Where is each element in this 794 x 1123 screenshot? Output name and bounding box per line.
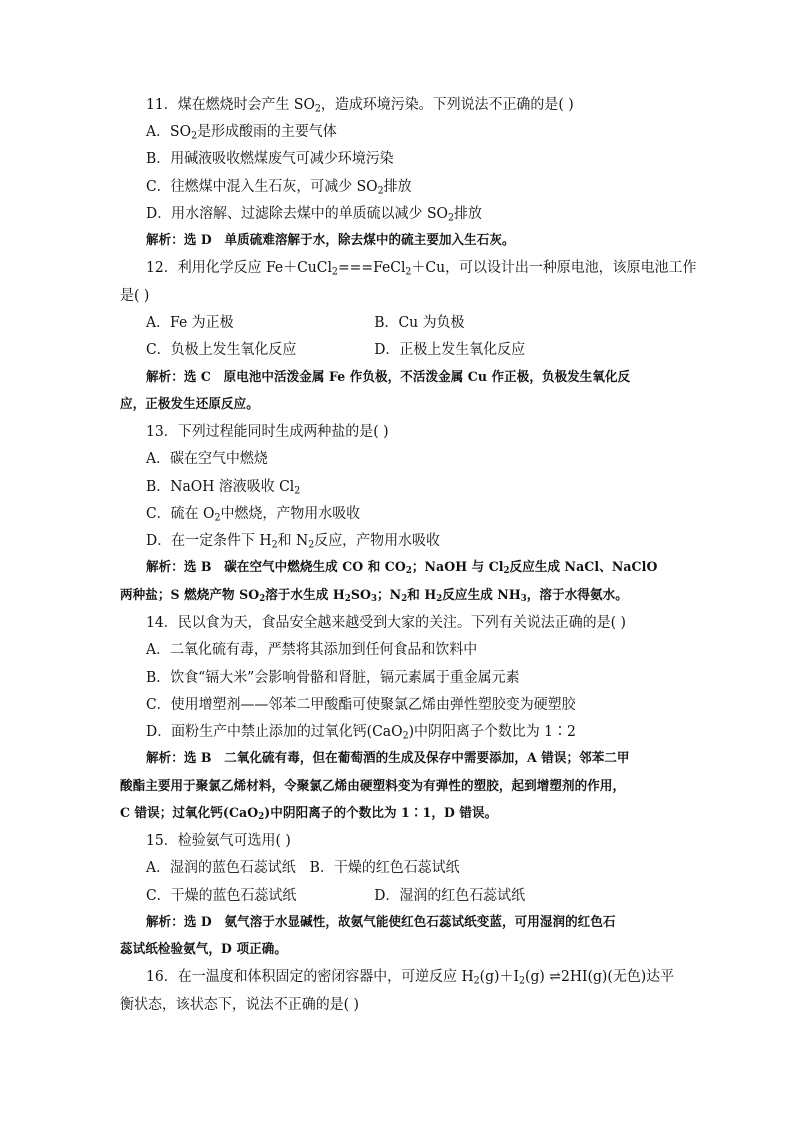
q11-option-b: B．用碱液吸收燃煤废气可减少环境污染 — [146, 151, 394, 167]
q12-option-c: C．负极上发生氧化反应 — [146, 342, 297, 358]
q14-stem: 14．民以食为天，食品安全越来越受到大家的关注。下列有关说法正确的是( ) — [146, 615, 626, 631]
q14-option-b: B．饮食“镉大米”会影响骨骼和肾脏，镉元素属于重金属元素 — [146, 670, 520, 686]
q12-solution-line2: 应，正极发生还原反应。 — [120, 397, 259, 412]
q14-solution-line3: C 错误；过氧化钙(CaO$_2$)中阴阳离子的个数比为 1∶1，D 错误。 — [120, 806, 498, 823]
q15-stem: 15．检验氨气可选用( ) — [146, 833, 291, 849]
q11-solution: 解析：选 D 单质硫难溶解于水，除去煤中的硫主要加入生石灰。 — [146, 233, 515, 248]
q12-stem-line2: 是( ) — [120, 288, 150, 304]
q13-solution-line1: 解析：选 B 碳在空气中燃烧生成 CO 和 $CO_2$；NaOH 与 $Cl_2$反应生成 NaCl、NaClO — [146, 560, 658, 577]
q12-solution-line1: 解析：选 C 原电池中活泼金属 Fe 作负极，不活泼金属 Cu 作正极，负极发生氧化反 — [146, 370, 631, 385]
q15-solution-line1: 解析：选 D 氨气溶于水显碱性，故氨气能使红色石蕊试纸变蓝，可用湿润的红色石 — [146, 915, 616, 930]
q13-option-d: D．在一定条件下 $H_2$和 $N_2$反应，产物用水吸收 — [146, 533, 440, 551]
q15-options-ab: A．湿润的蓝色石蕊试纸 B．干燥的红色石蕊试纸 — [146, 860, 460, 876]
q13-option-a: A．碳在空气中燃烧 — [146, 451, 268, 467]
q15-solution-line2: 蕊试纸检验氨气，D 项正确。 — [120, 942, 287, 957]
q15-option-c: C．干燥的蓝色石蕊试纸 — [146, 888, 297, 904]
q11-option-a: A．$SO_2$是形成酸雨的主要气体 — [146, 124, 337, 142]
q14-solution-line1: 解析：选 B 二氧化硫有毒，但在葡萄酒的生成及保存中需要添加，A 错误；邻苯二甲 — [146, 751, 630, 766]
q14-option-d: D．面粉生产中禁止添加的过氧化钙(CaO$_2$)中阴阳离子个数比为 1∶2 — [146, 724, 576, 742]
q11-option-c: C．往燃煤中混入生石灰，可减少 $SO_2$排放 — [146, 179, 412, 197]
q16-stem: 16．在一温度和体积固定的密闭容器中，可逆反应 $H_2(g)+I_2(g)$ ⇌2HI(g)(无色)达平 — [146, 969, 675, 987]
q12-option-a: A．Fe 为正极 — [146, 315, 234, 331]
q12-stem: 12．利用化学反应 Fe＋CuCl$_2$===FeCl$_2$＋Cu，可以设计出一种原电池，该原电池工作 — [146, 260, 697, 278]
q13-option-c: C．硫在 $O_2$中燃烧，产物用水吸收 — [146, 506, 361, 524]
q13-solution-line2: 两种盐；S 燃烧产物 $SO_2$溶于水生成 $H_2SO_3$；$N_2$和 $H_2$反应生成 $NH_3$，溶于水得氨水。 — [120, 588, 628, 605]
q12-option-d: D．正极上发生氧化反应 — [374, 342, 526, 358]
q11-stem: 11．煤在燃烧时会产生 $SO_2$，造成环境污染。下列说法不正确的是( ) — [146, 97, 574, 115]
q14-solution-line2: 酸酯主要用于聚氯乙烯材料，令聚氯乙烯由硬塑料变为有弹性的塑胶，起到增塑剂的作用， — [120, 779, 626, 794]
q12-option-b: B．Cu 为负极 — [374, 315, 465, 331]
q15-option-d: D．湿润的红色石蕊试纸 — [374, 888, 526, 904]
q16-stem-line2: 衡状态，该状态下，说法不正确的是( ) — [120, 997, 359, 1013]
q13-stem: 13．下列过程能同时生成两种盐的是( ) — [146, 424, 389, 440]
q14-option-c: C．使用增塑剂——邻苯二甲酸酯可使聚氯乙烯由弹性塑胶变为硬塑胶 — [146, 697, 576, 713]
q13-option-b: B．NaOH 溶液吸收 $Cl_2$ — [146, 479, 301, 497]
q14-option-a: A．二氧化硫有毒，严禁将其添加到任何食品和饮料中 — [146, 642, 478, 658]
q11-option-d: D．用水溶解、过滤除去煤中的单质硫以减少 $SO_2$排放 — [146, 206, 482, 224]
